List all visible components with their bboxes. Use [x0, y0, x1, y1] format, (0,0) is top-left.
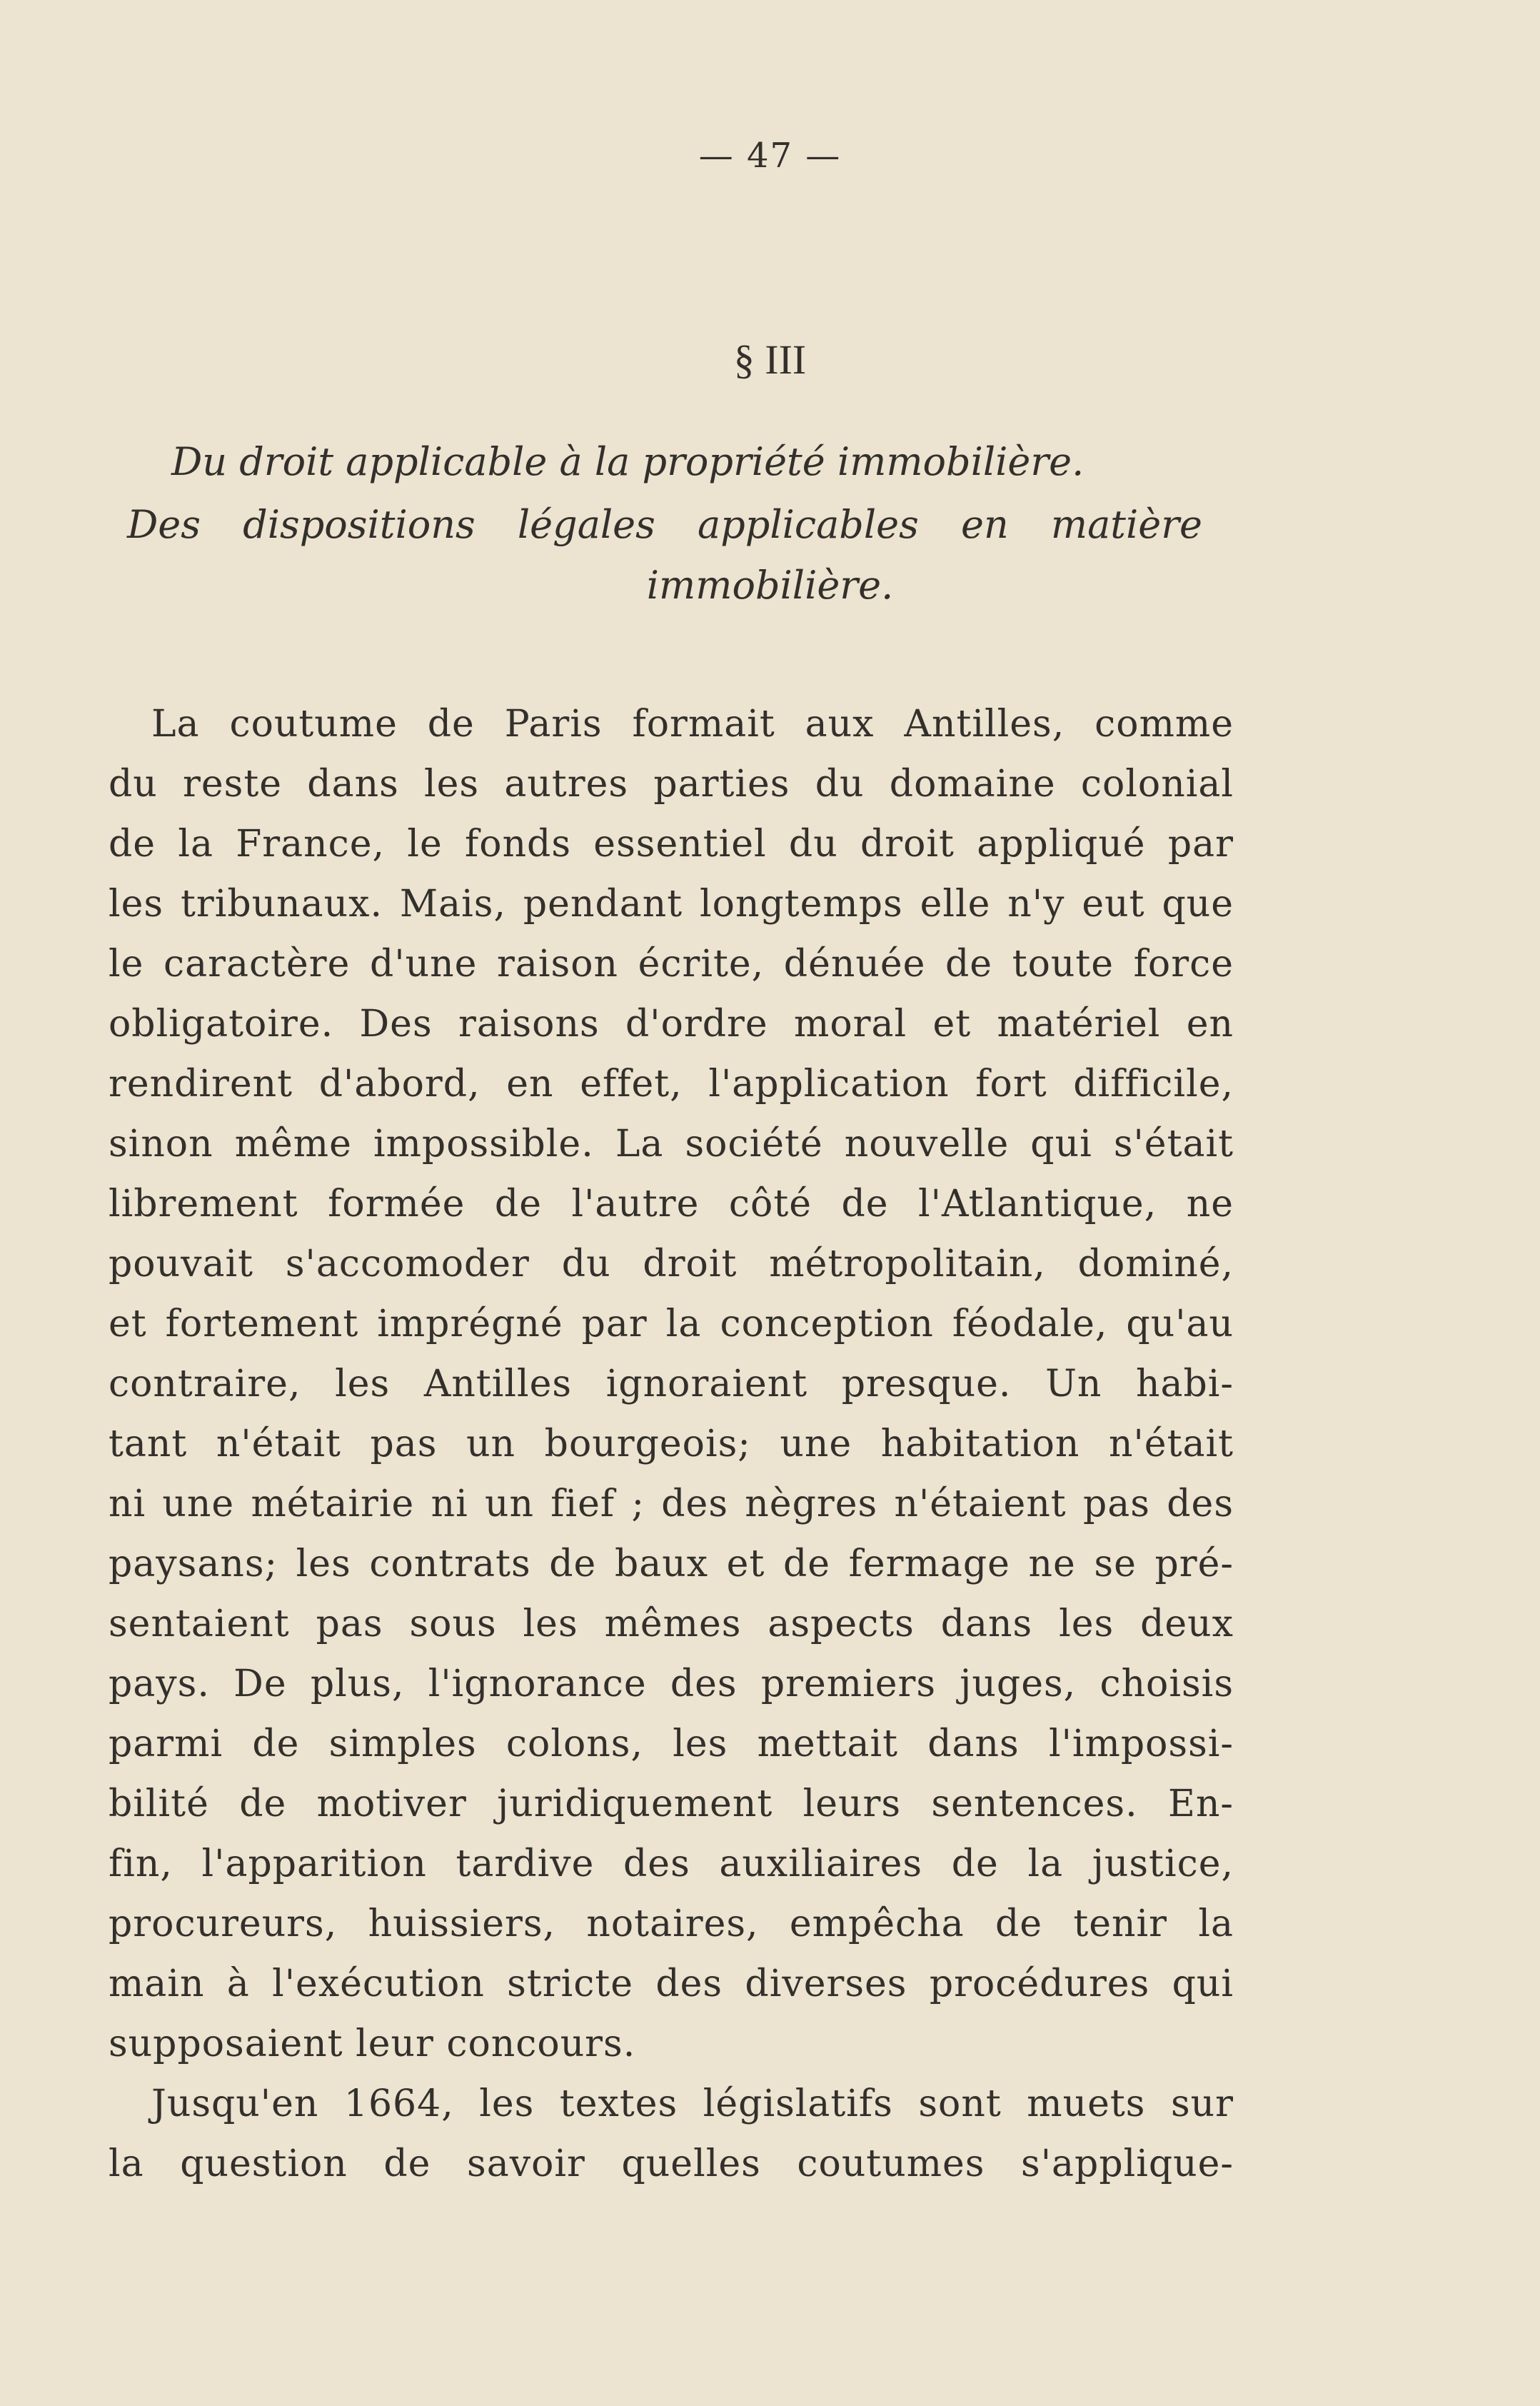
- text-line: librement formée de l'autre côté de l'Atlantique, ne: [109, 1183, 1234, 1225]
- text-line: rendirent d'abord, en effet, l'application fort difficile,: [109, 1063, 1234, 1106]
- text-line: tant n'était pas un bourgeois; une habitation n'était: [109, 1423, 1234, 1465]
- page-number: — 47 —: [698, 136, 842, 176]
- section-heading-line-2: Des dispositions légales applicables en matière: [127, 502, 1202, 547]
- section-heading-line-3: immobilière.: [646, 563, 894, 608]
- text-line: le caractère d'une raison écrite, dénuée de toute force: [109, 943, 1234, 986]
- text-line: paysans; les contrats de baux et de fermage ne se pré-: [109, 1543, 1234, 1585]
- text-line: la question de savoir quelles coutumes s'applique-: [109, 2142, 1234, 2185]
- text-line: procureurs, huissiers, notaires, empêcha de tenir la: [109, 1903, 1234, 1945]
- section-number: § III: [733, 336, 807, 383]
- text-line: de la France, le fonds essentiel du droit appliqué par: [109, 823, 1234, 866]
- text-line: Jusqu'en 1664, les textes législatifs sont muets sur: [151, 2082, 1234, 2125]
- text-line: sinon même impossible. La société nouvelle qui s'était: [109, 1123, 1234, 1166]
- text-line: pouvait s'accomoder du droit métropolitain, dominé,: [109, 1243, 1234, 1285]
- text-line: fin, l'apparition tardive des auxiliaires de la justice,: [109, 1843, 1234, 1885]
- text-line: ni une métairie ni un fief ; des nègres n'étaient pas des: [109, 1483, 1234, 1525]
- text-line: supposaient leur concours.: [109, 2022, 636, 2065]
- text-line: du reste dans les autres parties du domaine colonial: [109, 763, 1234, 806]
- text-line: et fortement imprégné par la conception féodale, qu'au: [109, 1303, 1234, 1345]
- text-line: pays. De plus, l'ignorance des premiers juges, choisis: [109, 1663, 1234, 1705]
- section-heading-line-1: Du droit applicable à la propriété immobilière.: [171, 439, 1084, 484]
- text-line: La coutume de Paris formait aux Antilles, comme: [151, 703, 1234, 746]
- text-line: sentaient pas sous les mêmes aspects dans les deux: [109, 1603, 1234, 1645]
- text-line: parmi de simples colons, les mettait dans l'impossi-: [109, 1723, 1234, 1765]
- text-line: les tribunaux. Mais, pendant longtemps elle n'y eut que: [109, 883, 1234, 926]
- text-line: obligatoire. Des raisons d'ordre moral et matériel en: [109, 1003, 1234, 1046]
- text-line: main à l'exécution stricte des diverses procédures qui: [109, 1963, 1234, 2005]
- text-line: contraire, les Antilles ignoraient presque. Un habi-: [109, 1363, 1234, 1405]
- text-line: bilité de motiver juridiquement leurs sentences. En-: [109, 1783, 1234, 1825]
